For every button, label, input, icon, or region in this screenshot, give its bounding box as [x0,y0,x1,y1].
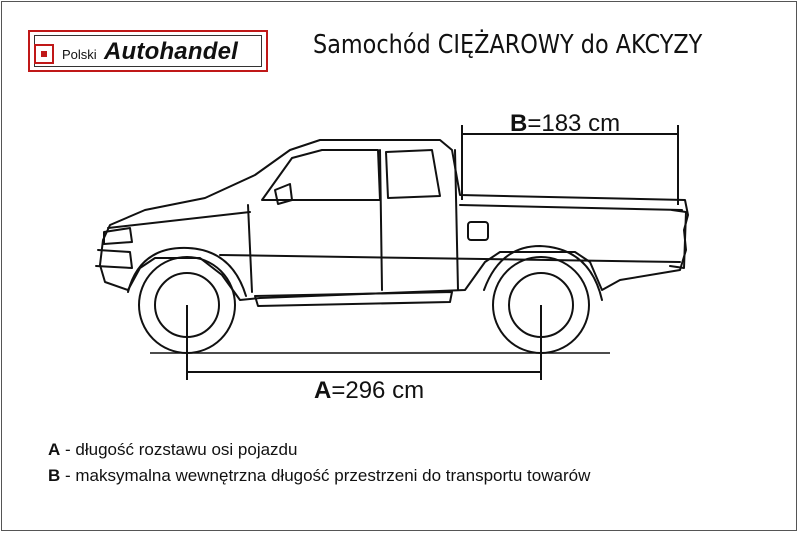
legend-text: - maksymalna wewnętrzna długość przestrzeni do transportu towarów [60,466,591,485]
door-line [380,150,382,290]
headlight [104,228,132,244]
side-step [255,292,452,306]
bed-rail [460,205,682,210]
hood-line [108,212,250,228]
door-line-front [248,205,252,292]
page-title: Samochód CIĘŻAROWY do AKCYZY [313,30,703,60]
cab-window-rear [386,150,440,198]
legend-text: - długość rozstawu osi pojazdu [60,440,298,459]
dimension-b-letter: B [510,110,528,137]
truck-body-outline [100,140,688,300]
dimension-a-letter: A [314,377,332,404]
dimension-b-value: =183 cm [527,110,621,137]
fuel-door [468,222,488,240]
dimension-a-value: =296 cm [331,377,425,404]
legend-item-a [48,440,297,460]
logo-small-text: Polski [62,47,97,62]
legend-letter: B [48,466,61,485]
legend-item-b [48,466,590,486]
logo-brand-text: Autohandel [104,38,238,65]
dimension-b-label [510,110,620,138]
body-crease [220,255,680,262]
tailgate [670,210,686,268]
dimension-a-label [314,377,424,405]
legend-letter: A [48,440,61,459]
